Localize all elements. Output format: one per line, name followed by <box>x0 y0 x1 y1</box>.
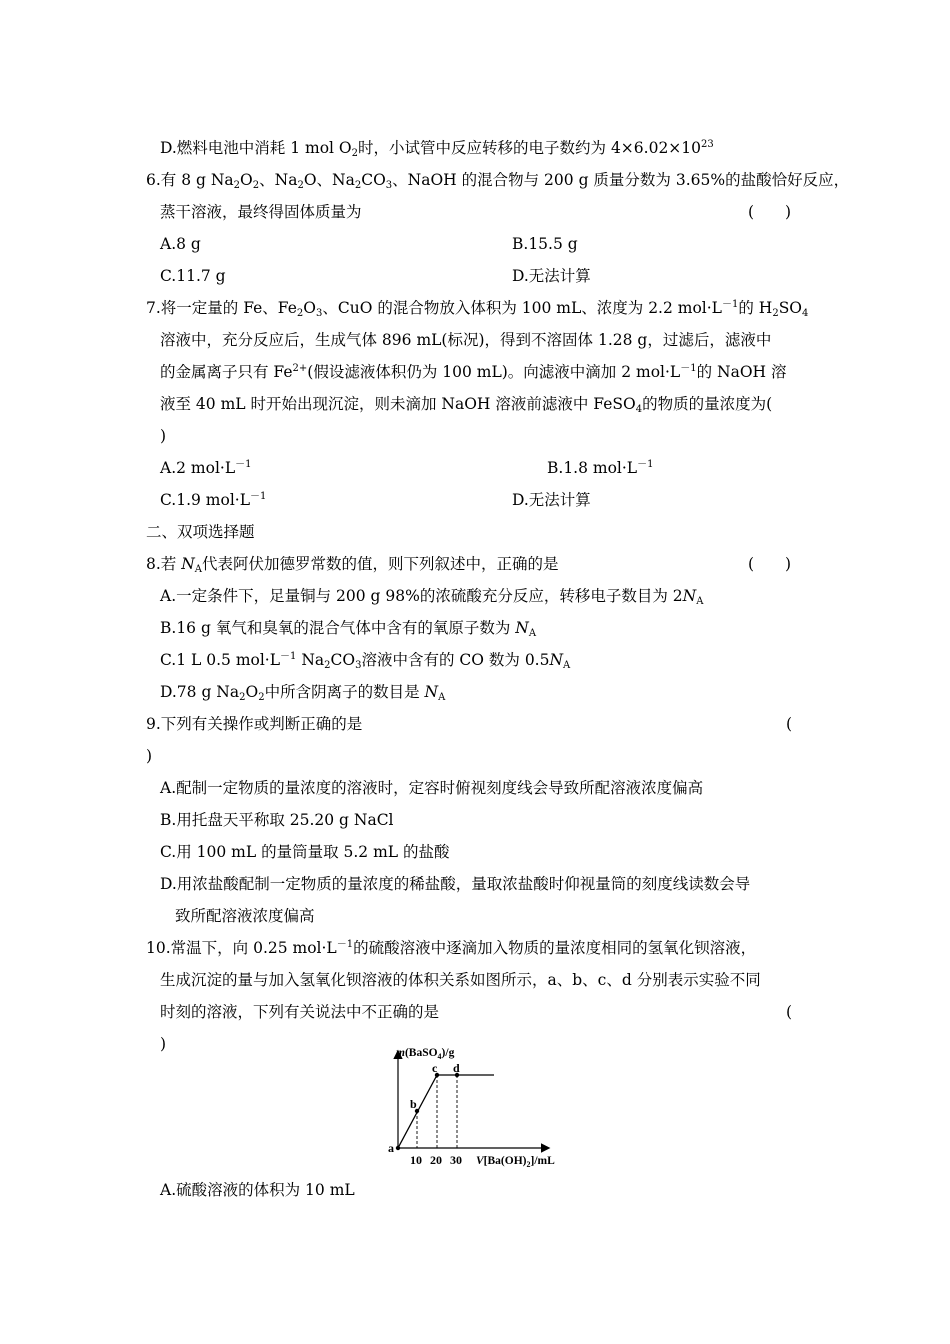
x-tick-10: 10 <box>410 1153 422 1167</box>
q7-option-a: A.2 $mol\cdot L^{-1}$ <box>160 459 252 477</box>
q9-paren-open: ( <box>786 715 793 733</box>
q10-stem-line3: 时刻的溶液，下列有关说法中不正确的是 <box>160 1003 440 1021</box>
q5-option-d: D.燃料电池中消耗 1 mol $O_2$时，小试管中反应转移的电子数约为 $4\times 6.02\times 10^{23}$ <box>160 139 714 159</box>
point-a <box>396 1146 400 1150</box>
label-b: b <box>410 1097 417 1111</box>
q9-option-d-line2: 致所配溶液浓度偏高 <box>175 907 315 925</box>
section-heading: 二、双项选择题 <box>146 523 255 541</box>
q8-option-d: D.78 g $Na_2O_2$中所含阴离子的数目是 $N_A$ <box>160 683 446 703</box>
q8-option-b: B.16 g 氧气和臭氧的混合气体中含有的氧原子数为 $N_A$ <box>160 619 537 639</box>
q8-option-c: C.1 L 0.5 $mol\cdot L^{-1}$ $Na_2CO_3$溶液中含有的 CO 数为 $0.5N_A$ <box>160 651 571 671</box>
q6-option-a: A.8 g <box>160 235 201 253</box>
q9-option-c: C.用 100 mL 的量筒量取 5.2 mL 的盐酸 <box>160 843 450 861</box>
label-a: a <box>388 1141 394 1155</box>
q10-paren-close: ) <box>160 1035 167 1053</box>
q7-stem-line4: 液至 40 mL 时开始出现沉淀，则未滴加 NaOH 溶液前滤液中 FeSO$_4$的物质的量浓度为( <box>160 395 773 415</box>
q8-answer-paren: ( ) <box>748 555 792 573</box>
q8-stem: 8.若 $N_A$代表阿伏加德罗常数的值，则下列叙述中，正确的是 <box>146 555 559 575</box>
x-axis-label: $V[Ba(OH)_2]/mL$ <box>476 1155 555 1169</box>
q6-answer-paren: ( ) <box>748 203 792 221</box>
q9-stem: 9.下列有关操作或判断正确的是 <box>146 715 363 733</box>
q9-paren-close: ) <box>146 747 153 765</box>
q9-option-d-line1: D.用浓盐酸配制一定物质的量浓度的稀盐酸，量取浓盐酸时仰视量筒的刻度线读数会导 <box>160 875 751 893</box>
q8-option-a: A.一定条件下，足量铜与 200 g 98%的浓硫酸充分反应，转移电子数目为 $2N_A$ <box>160 587 704 607</box>
q10-option-a: A.硫酸溶液的体积为 10 mL <box>160 1181 355 1199</box>
q10-stem-line1: 10.常温下，向 0.25 $mol\cdot L^{-1}$的硫酸溶液中逐滴加入物质的量浓度相同的氢氧化钡溶液， <box>146 939 757 957</box>
y-axis-label: m(BaSO$_4$)/g <box>396 1047 455 1061</box>
q7-option-c: C.1.9 $mol\cdot L^{-1}$ <box>160 491 267 509</box>
q10-paren-open: ( <box>786 1003 793 1021</box>
q10-stem-line2: 生成沉淀的量与加入氢氧化钡溶液的体积关系如图所示，a、b、c、d 分别表示实验不同 <box>160 971 761 989</box>
q7-option-d: D.无法计算 <box>512 491 591 509</box>
q7-stem-line5: ) <box>160 427 167 445</box>
label-c: c <box>432 1061 438 1075</box>
x-tick-30: 30 <box>450 1153 462 1167</box>
q7-stem-line2: 溶液中，充分反应后，生成气体 896 mL(标况)，得到不溶固体 1.28 g，过滤后，滤液中 <box>160 331 772 349</box>
q6-stem-line2: 蒸干溶液，最终得固体质量为 <box>160 203 362 221</box>
q6-option-c: C.11.7 g <box>160 267 226 285</box>
q9-option-b: B.用托盘天平称取 25.20 g NaCl <box>160 811 394 829</box>
q9-option-a: A.配制一定物质的量浓度的溶液时，定容时俯视刻度线会导致所配溶液浓度偏高 <box>160 779 704 797</box>
label-d: d <box>453 1061 460 1075</box>
q7-stem-line3: 的金属离子只有 $Fe^{2+}$(假设滤液体积仍为 100 mL)。向滤液中滴加 2 $mol\cdot L^{-1}$的 NaOH 溶 <box>160 363 787 381</box>
precipitate-graph <box>380 1040 580 1170</box>
q6-stem-line1: 6.有 8 g $Na_2O_2$、$Na_2O$、$Na_2CO_3$、NaOH 的混合物与 200 g 质量分数为 3.65%的盐酸恰好反应， <box>146 171 850 191</box>
q7-stem-line1: 7.将一定量的 Fe、$Fe_2O_3$、CuO 的混合物放入体积为 100 mL、浓度为 2.2 $mol\cdot L^{-1}$的 $H_2SO_4$ <box>146 299 809 319</box>
q6-option-b: B.15.5 g <box>512 235 578 253</box>
x-tick-20: 20 <box>430 1153 442 1167</box>
q6-option-d: D.无法计算 <box>512 267 591 285</box>
q7-option-b: B.1.8 $mol\cdot L^{-1}$ <box>547 459 654 477</box>
